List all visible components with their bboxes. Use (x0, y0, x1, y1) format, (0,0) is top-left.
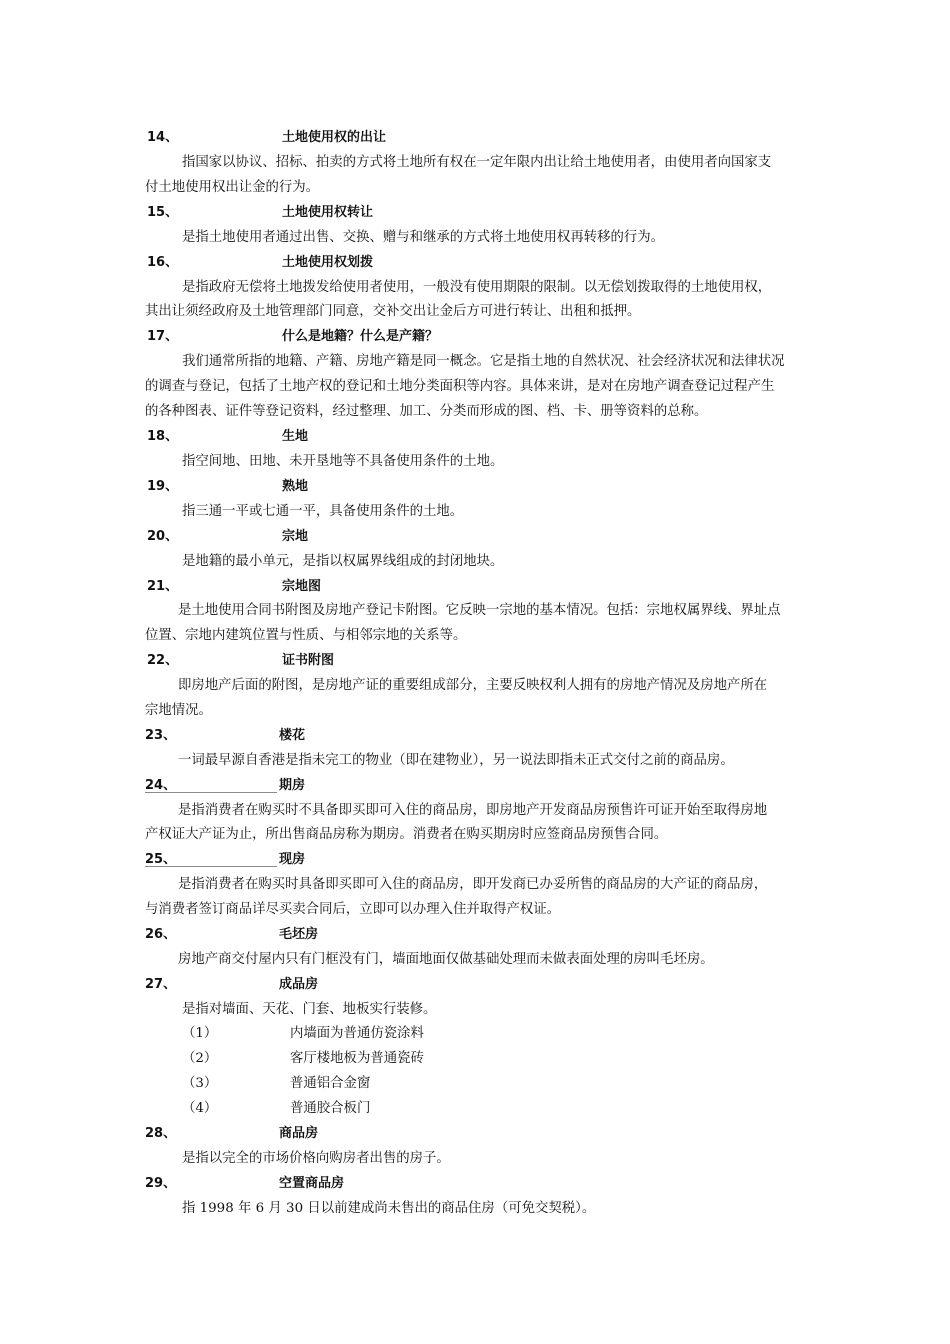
entry-heading (0, 972, 950, 997)
entry-heading (0, 773, 950, 798)
entry-number: 14、 (147, 130, 179, 145)
entry-number: 21、 (147, 579, 179, 594)
text: 指三通一平或七通一平，具备使用条件的土地。 (182, 504, 464, 519)
entry-text-line (0, 1146, 950, 1171)
text: 即房地产后面的附图，是房地产证的重要组成部分，主要反映权利人拥有的房地产情况及房地产所在 (178, 678, 768, 693)
entry-title: 毛坯房 (279, 927, 319, 942)
list-item-text: 内墙面为普通仿瓷涂料 (290, 1026, 424, 1041)
list-item-text: 客厅楼地板为普通瓷砖 (290, 1051, 424, 1066)
entry-heading (0, 1171, 950, 1196)
entry-heading (0, 474, 950, 499)
entry-title: 宗地 (282, 529, 309, 544)
entry-heading (0, 847, 950, 872)
text: 指国家以协议、招标、拍卖的方式将土地所有权在一定年限内出让给土地使用者，由使用者向国家支 (182, 155, 772, 170)
text: 指 1998 年 6 月 30 日以前建成尚未售出的商品住房（可免交契税）。 (182, 1201, 596, 1216)
list-item (0, 1096, 950, 1121)
entry-title: 商品房 (279, 1126, 319, 1141)
text: 付土地使用权出让金的行为。 (145, 180, 320, 195)
text: 是指消费者在购买时不具备即买即可入住的商品房，即房地产开发商品房预售许可证开始至取得房地 (178, 803, 768, 818)
list-item (0, 1046, 950, 1071)
entry-heading (0, 524, 950, 549)
text: 是土地使用合同书附图及房地产登记卡附图。它反映一宗地的基本情况。包括：宗地权属界线、界址点 (178, 603, 781, 618)
entry-heading (0, 200, 950, 225)
entry-text-line (0, 150, 950, 175)
entry-text-line (0, 623, 950, 648)
entry-heading (0, 250, 950, 275)
entry-text-line (0, 872, 950, 897)
entry-text-line (0, 499, 950, 524)
text: 位置、宗地内建筑位置与性质、与相邻宗地的关系等。 (145, 628, 467, 643)
entry-text-line (0, 897, 950, 922)
entry-number: 29、 (145, 1176, 177, 1191)
entry-text-line (0, 225, 950, 250)
entry-text-line (0, 299, 950, 324)
text: 是指消费者在购买时具备即买即可入住的商品房，即开发商已办妥所售的商品房的大产证的商品房， (178, 877, 768, 892)
list-item (0, 1071, 950, 1096)
entry-number: 24、 (145, 773, 277, 793)
entry-text-line (0, 374, 950, 399)
entry-heading (0, 574, 950, 599)
list-item-number: （4） (182, 1101, 218, 1116)
entry-title: 楼花 (279, 728, 306, 743)
entry-text-line (0, 997, 950, 1022)
text: 宗地情况。 (145, 703, 212, 718)
entry-title: 熟地 (282, 479, 309, 494)
text: 指空间地、田地、未开垦地等不具备使用条件的土地。 (182, 454, 504, 469)
text: 的各种图表、证件等登记资料，经过整理、加工、分类而形成的图、档、卡、册等资料的总称。 (145, 404, 708, 419)
entry-title: 土地使用权划拨 (282, 255, 374, 270)
entry-title: 土地使用权的出让 (282, 130, 387, 145)
entry-text-line (0, 175, 950, 200)
entry-text-line (0, 698, 950, 723)
entry-text-line (0, 449, 950, 474)
entry-heading (0, 125, 950, 150)
text: 与消费者签订商品详尽买卖合同后，立即可以办理入住并取得产权证。 (145, 902, 561, 917)
entry-title: 什么是地籍？什么是产籍？ (282, 329, 439, 344)
list-item-text: 普通胶合板门 (290, 1101, 371, 1116)
entry-heading (0, 424, 950, 449)
entry-number: 16、 (147, 255, 179, 270)
entry-heading (0, 922, 950, 947)
entry-number: 22、 (147, 653, 179, 668)
entry-heading (0, 723, 950, 748)
text: 的调查与登记，包括了土地产权的登记和土地分类面积等内容。具体来讲，是对在房地产调查登记过程产生 (145, 379, 775, 394)
text: 是指政府无偿将土地拨发给使用者使用，一般没有使用期限的限制。以无偿划拨取得的土地使用权， (182, 280, 772, 295)
entry-text-line (0, 275, 950, 300)
entry-number: 17、 (147, 329, 179, 344)
list-item-number: （1） (182, 1026, 218, 1041)
text: 是指对墙面、天花、门套、地板实行装修。 (182, 1002, 437, 1017)
text: 是指土地使用者通过出售、交换、赠与和继承的方式将土地使用权再转移的行为。 (182, 230, 665, 245)
text: 房地产商交付屋内只有门框没有门，墙面地面仅做基础处理而未做表面处理的房叫毛坯房。 (178, 952, 714, 967)
entry-text-line (0, 549, 950, 574)
entry-title: 证书附图 (282, 653, 335, 668)
entry-number: 18、 (147, 429, 179, 444)
entry-text-line (0, 798, 950, 823)
text: 是地籍的最小单元，是指以权属界线组成的封闭地块。 (182, 554, 504, 569)
text: 产权证大产证为止，所出售商品房称为期房。消费者在购买期房时应签商品房预售合同。 (145, 827, 668, 842)
entry-heading (0, 324, 950, 349)
entry-title: 宗地图 (282, 579, 322, 594)
list-item-number: （3） (182, 1076, 218, 1091)
entry-text-line (0, 673, 950, 698)
entry-number: 23、 (145, 728, 177, 743)
list-item (0, 1021, 950, 1046)
text: 其出让须经政府及土地管理部门同意，交补交出让金后方可进行转让、出租和抵押。 (145, 304, 641, 319)
entry-title: 现房 (279, 852, 306, 867)
entry-title: 土地使用权转让 (282, 205, 374, 220)
list-item-text: 普通铝合金窗 (290, 1076, 371, 1091)
entry-number: 26、 (145, 927, 177, 942)
entry-number: 20、 (147, 529, 179, 544)
text: 我们通常所指的地籍、产籍、房地产籍是同一概念。它是指土地的自然状况、社会经济状况和法律状况 (182, 354, 785, 369)
entry-text-line (0, 399, 950, 424)
entry-number: 19、 (147, 479, 179, 494)
entry-text-line (0, 598, 950, 623)
entry-title: 生地 (282, 429, 309, 444)
entry-heading (0, 648, 950, 673)
entry-text-line (0, 349, 950, 374)
list-item-number: （2） (182, 1051, 218, 1066)
entry-text-line (0, 1196, 950, 1221)
entry-number: 28、 (145, 1126, 177, 1141)
entry-heading (0, 1121, 950, 1146)
entry-text-line (0, 822, 950, 847)
entry-title: 空置商品房 (279, 1176, 345, 1191)
entry-text-line (0, 947, 950, 972)
entry-number: 27、 (145, 977, 177, 992)
entry-title: 期房 (279, 778, 306, 793)
entry-number: 15、 (147, 205, 179, 220)
entry-number: 25、 (145, 847, 277, 867)
text: 一词最早源自香港是指未完工的物业（即在建物业），另一说法即指未正式交付之前的商品房。 (178, 753, 734, 768)
text: 是指以完全的市场价格向购房者出售的房子。 (182, 1151, 450, 1166)
entry-title: 成品房 (279, 977, 319, 992)
entry-text-line (0, 748, 950, 773)
